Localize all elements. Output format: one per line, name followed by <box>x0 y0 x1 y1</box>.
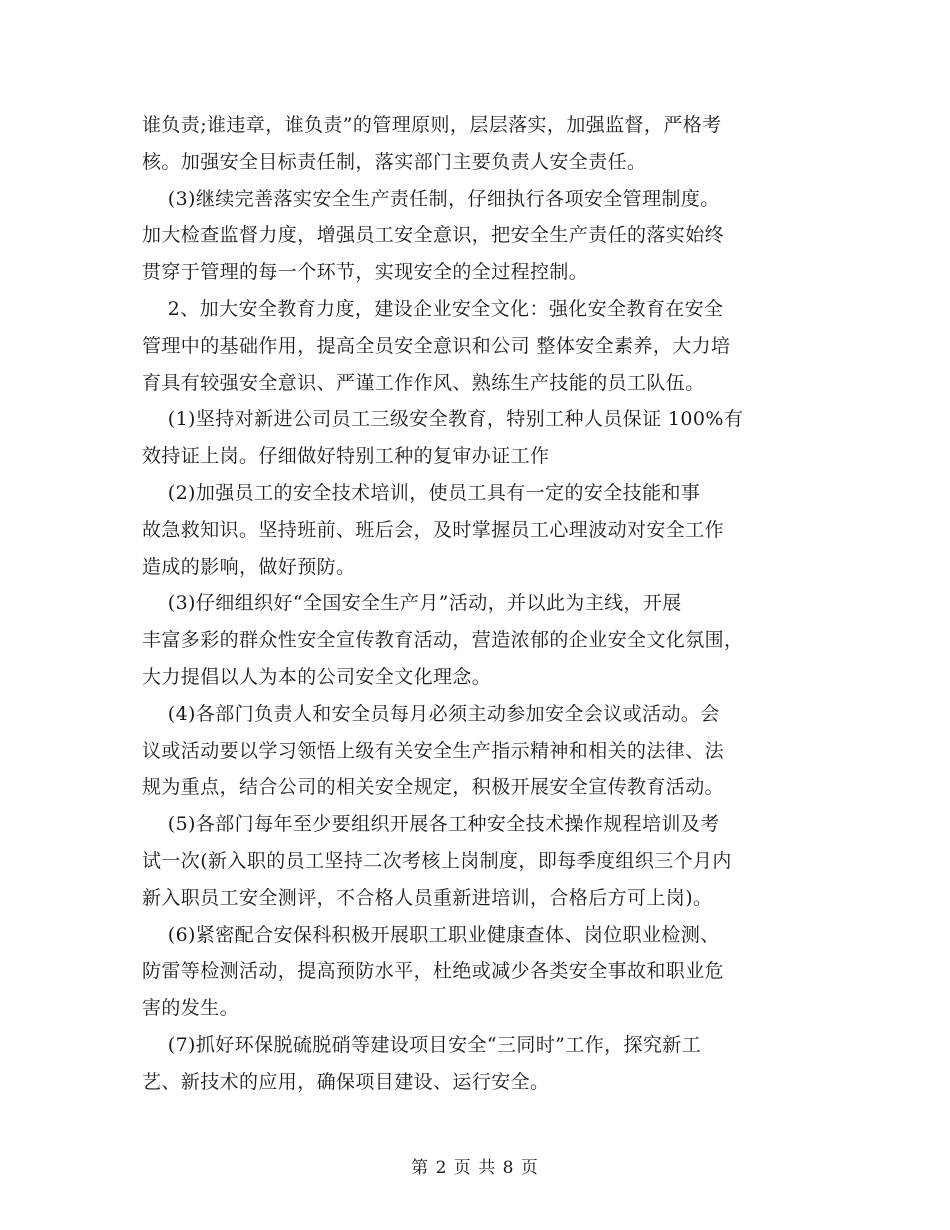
text-line: (7)抓好环保脱硫脱硝等建设项目安全“三同时”工作，探究新工 <box>142 1033 702 1056</box>
text-line: 加大检查监督力度，增强员工安全意识，把安全生产责任的落实始终 <box>142 224 725 247</box>
paragraph-item-2-technical-training <box>142 475 810 585</box>
text-line: 新入职员工安全测评，不合格人员重新进培训，合格后方可上岗)。 <box>142 886 713 909</box>
document-body <box>142 107 810 1101</box>
text-line: 丰富多彩的群众性安全宣传教育活动，营造浓郁的企业安全文化氛围， <box>142 629 744 652</box>
text-line: 管理中的基础作用，提高全员安全意识和公司 整体安全素养，大力培 <box>142 334 731 357</box>
text-line: 故急救知识。坚持班前、班后会，及时掌握员工心理波动对安全工作 <box>142 518 725 541</box>
paragraph-item-4-monthly-meetings <box>142 696 810 806</box>
text-line: 大力提倡以人为本的公司安全文化理念。 <box>142 665 492 688</box>
text-line: 效持证上岗。仔细做好特别工种的复审办证工作 <box>142 445 550 468</box>
text-line: (6)紧密配合安保科积极开展职工职业健康查体、岗位职业检测、 <box>142 923 720 946</box>
text-line: 规为重点，结合公司的相关安全规定，积极开展安全宣传教育活动。 <box>142 776 725 799</box>
text-line: 造成的影响，做好预防。 <box>142 555 356 578</box>
text-line: 防雷等检测活动，提高预防水平，杜绝或减少各类安全事故和职业危 <box>142 960 725 983</box>
text-line: 试一次(新入职的员工坚持二次考核上岗制度，即每季度组织三个月内 <box>142 849 732 872</box>
paragraph-item-6-health-checks <box>142 917 810 1027</box>
text-line: (5)各部门每年至少要组织开展各工种安全技术操作规程培训及考 <box>142 813 720 836</box>
text-line: (1)坚持对新进公司员工三级安全教育，特别工种人员保证 100%有 <box>142 408 744 431</box>
text-line: 贯穿于管理的每一个环节，实现安全的全过程控制。 <box>142 261 589 284</box>
text-line: 育具有较强安全意识、严谨工作作风、熟练生产技能的员工队伍。 <box>142 371 705 394</box>
paragraph-item-1-new-employee-education <box>142 401 810 475</box>
paragraph-item-5-annual-training <box>142 806 810 916</box>
paragraph-item-3-responsibility-system <box>142 181 810 291</box>
paragraph-section-2-safety-education <box>142 291 810 401</box>
text-line: (3)仔细组织好“全国安全生产月”活动，并以此为主线，开展 <box>142 592 682 615</box>
text-line: 议或活动要以学习领悟上级有关安全生产指示精神和相关的法律、法 <box>142 739 725 762</box>
paragraph-item-7-environmental-projects <box>142 1027 810 1101</box>
page-number-footer: 第 2 页 共 8 页 <box>411 1158 539 1178</box>
text-line: 2、加大安全教育力度，建设企业安全文化：强化安全教育在安全 <box>142 297 724 320</box>
paragraph-responsibility-principle <box>142 107 810 181</box>
text-line: 害的发生。 <box>142 997 240 1020</box>
text-line: (2)加强员工的安全技术培训，使员工具有一定的安全技能和事 <box>142 481 701 504</box>
text-line: 核。加强安全目标责任制，落实部门主要负责人安全责任。 <box>142 150 647 173</box>
text-line: 艺、新技术的应用，确保项目建设、运行安全。 <box>142 1070 550 1093</box>
text-line: 谁负责;谁违章，谁负责”的管理原则，层层落实，加强监督，严格考 <box>142 114 722 136</box>
text-line: (4)各部门负责人和安全员每月必须主动参加安全会议或活动。会 <box>142 702 720 725</box>
paragraph-item-3-safety-month <box>142 585 810 695</box>
text-line: (3)继续完善落实安全生产责任制，仔细执行各项安全管理制度。 <box>142 187 720 210</box>
